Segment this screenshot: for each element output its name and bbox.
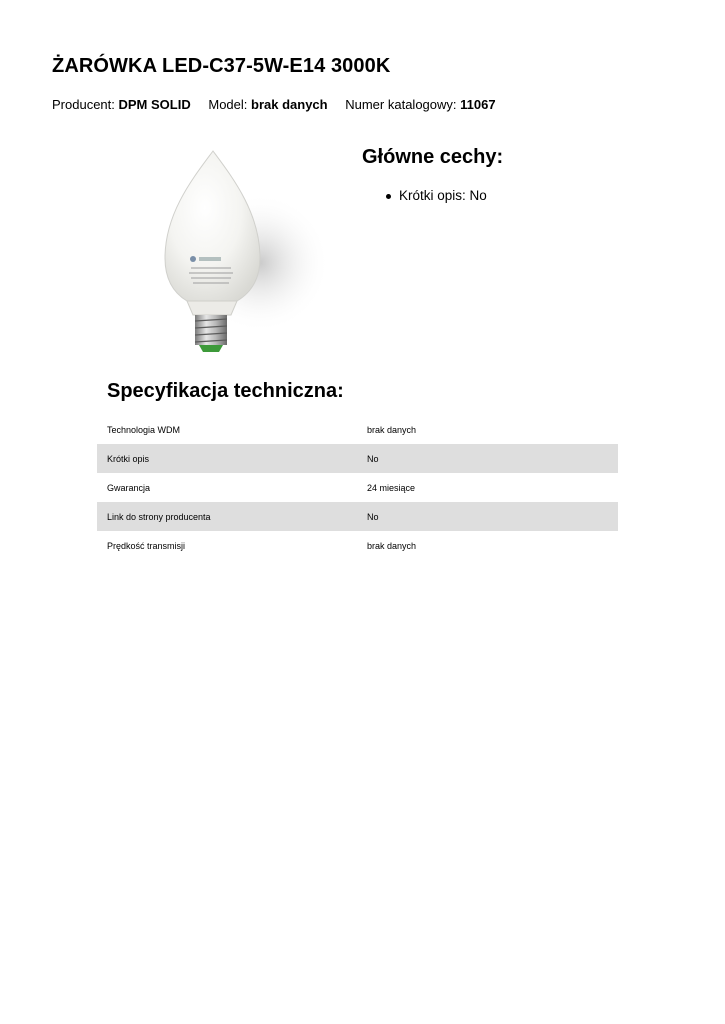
- spec-value: 24 miesiące: [367, 482, 416, 493]
- spec-label: Technologia WDM: [107, 424, 181, 435]
- table-row: [97, 473, 618, 502]
- producer-value: DPM SOLID: [118, 97, 191, 112]
- model-info: [208, 97, 327, 112]
- page-title: ŻARÓWKA LED-C37-5W-E14 3000K: [52, 55, 391, 77]
- spec-label: Krótki opis: [97, 444, 357, 473]
- catalog-label: Numer katalogowy:: [345, 97, 457, 112]
- feature-text: Krótki opis: No: [399, 188, 487, 203]
- spec-value: No: [357, 444, 618, 473]
- features-list: [386, 188, 487, 203]
- led-bulb-image: [95, 143, 335, 361]
- catalog-value: 11067: [460, 97, 496, 112]
- product-meta: [52, 97, 510, 112]
- bulb-contact: [199, 345, 223, 352]
- table-row: [97, 415, 618, 444]
- table-row: [97, 444, 618, 473]
- producer-info: [52, 97, 191, 112]
- producer-label: Producent:: [52, 97, 115, 112]
- feature-item: [386, 188, 487, 203]
- table-row: [97, 531, 618, 560]
- spec-value: No: [357, 502, 618, 531]
- spec-value: brak danych: [367, 424, 417, 435]
- model-label: Model:: [208, 97, 248, 112]
- spec-value: brak danych: [367, 540, 417, 551]
- spec-table: [97, 415, 618, 560]
- bulb-collar: [187, 301, 237, 315]
- spec-label: Gwarancja: [107, 482, 151, 493]
- catalog-info: [345, 97, 495, 112]
- spec-label: Prędkość transmisji: [107, 540, 186, 551]
- table-row: [97, 502, 618, 531]
- features-heading: Główne cechy:: [362, 146, 504, 168]
- model-value: brak danych: [251, 97, 328, 112]
- spec-heading: Specyfikacja techniczna:: [107, 380, 344, 402]
- bulb-logo: [190, 256, 196, 262]
- spec-label: Link do strony producenta: [97, 502, 357, 531]
- bullet-icon: [386, 194, 391, 199]
